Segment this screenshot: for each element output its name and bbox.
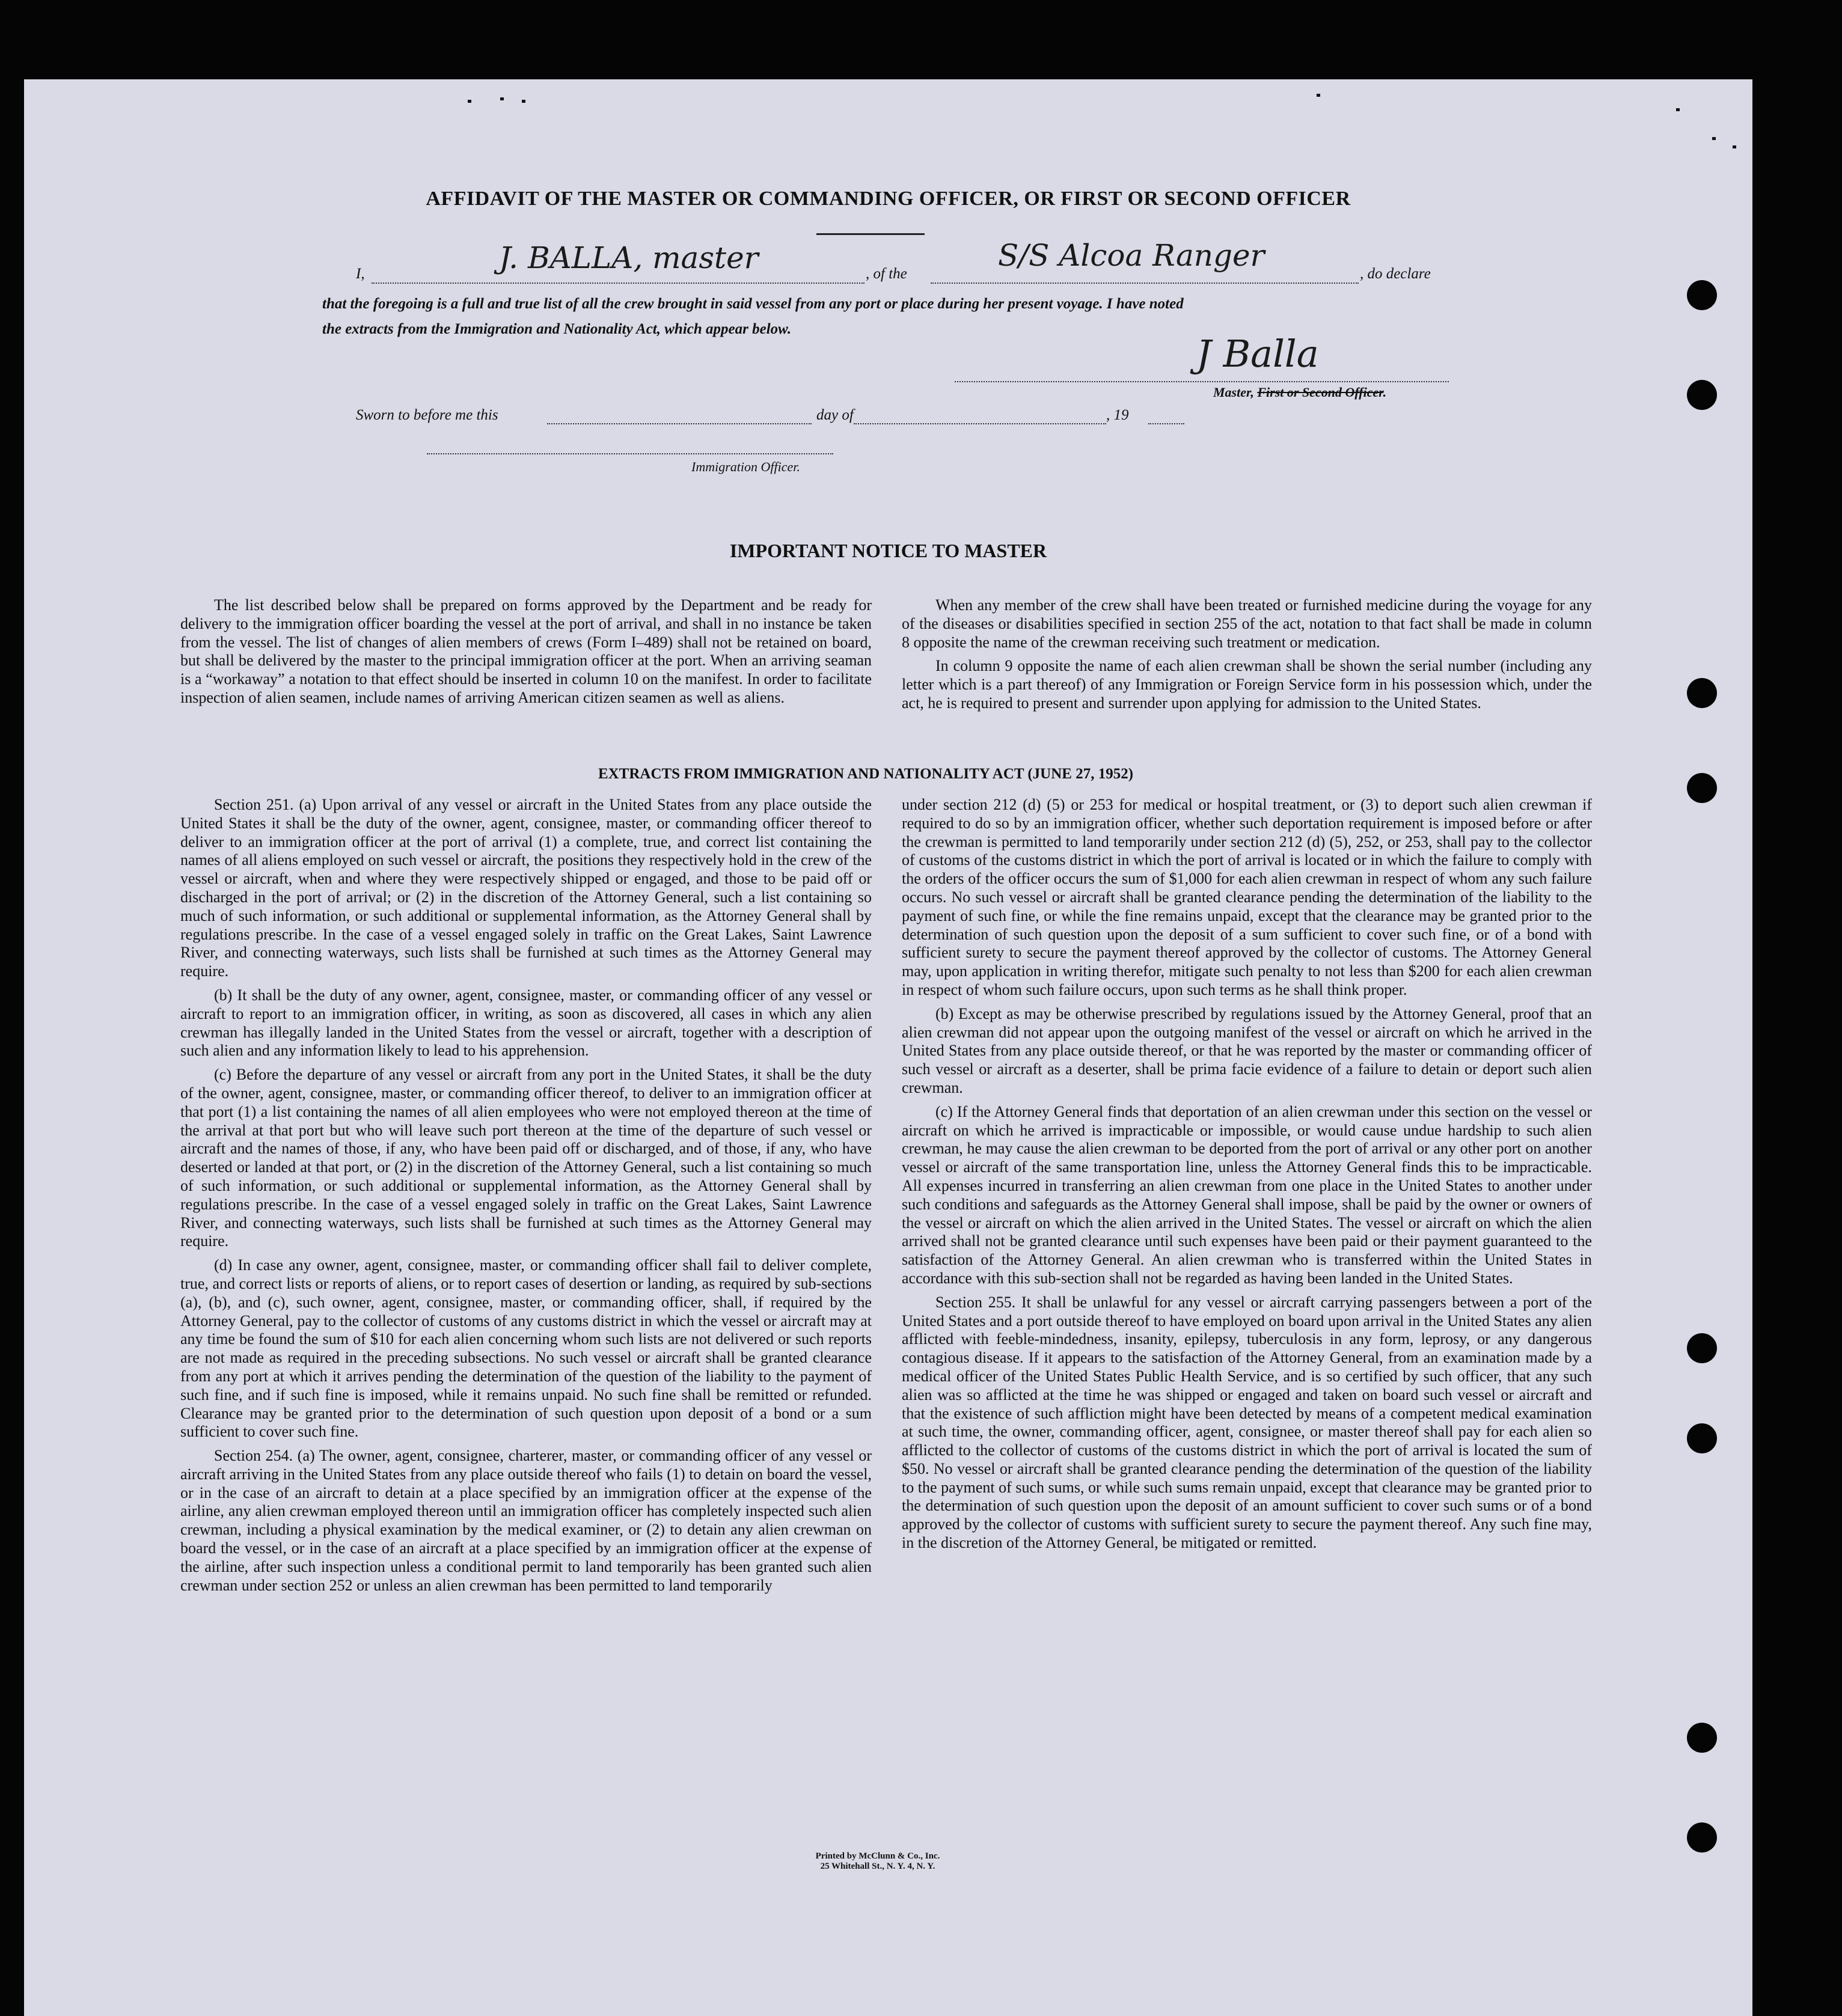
scan-speck bbox=[1712, 137, 1716, 140]
do-declare-label: , do declare bbox=[1360, 266, 1431, 282]
scan-speck bbox=[500, 97, 504, 100]
scan-speck bbox=[1733, 145, 1736, 148]
form-page bbox=[24, 79, 1752, 2016]
scan-speck bbox=[1676, 108, 1680, 111]
punch-hole bbox=[1687, 773, 1717, 803]
printer-line-2: 25 Whitehall St., N. Y. 4, N. Y. bbox=[820, 1862, 935, 1871]
handwritten-master-name: J. BALLA, master bbox=[499, 240, 759, 275]
extracts-heading: EXTRACTS FROM IMMIGRATION AND NATIONALITY ACT (JUNE 27, 1952) bbox=[598, 766, 1134, 782]
immigration-officer-line bbox=[427, 453, 833, 454]
i-label: I, bbox=[356, 266, 365, 282]
punch-hole bbox=[1687, 1822, 1717, 1853]
section-254-a-continued: under section 212 (d) (5) or 253 for medical or hospital treatment, or (3) to deport such alien crewman if required to do so by an immigration officer, whether such deportation requirement is imposed before or after the crewman is permitted to land temporarily under section 212 (d) (5), 252, or 253, shall pay to the collector of customs of the customs district in which the port of arrival is located or in which the failure to comply with the orders of the officer occurs the sum of $1,000 for each alien crewman in respect of whom any such failure occurs. No such vessel or aircraft shall be granted clearance pending the determination of the liability to the payment of such fine, or while the fine remains unpaid, except that the clearance may be granted prior to the determination of such question upon the deposit of a sum sufficient to cover such fine, or of a bond with sufficient surety to secure the payment thereof approved by the collector of customs. The Attorney General may, upon application in writing therefor, mitigate such penalty to not less than $200 for each alien crewman in respect of whom such failure occurs, upon such terms as he shall think proper. bbox=[902, 796, 1592, 998]
section-251-c: (c) Before the departure of any vessel or aircraft from any port in the United States, it shall be the duty of the owner, agent, consignee, master, or commanding officer thereof, to deliver to an immigration officer at that port (1) a list containing the names of all alien employees who were not employed thereon at the time of the arrival at that port but who will leave such port thereon at the time of the departure of such vessel or aircraft and the names of those, if any, who have been paid off or discharged, and of those, if any, who have deserted or landed at that port, or (2) in the discretion of the Attorney General, such a list containing so much of such information, or such additional or supplemental information, as the Attorney General shall by regulations prescribe. In the case of a vessel engaged solely in traffic on the Great Lakes, Saint Lawrence River, and connecting waterways, such lists shall be furnished at such times as the Attorney General may require. bbox=[180, 1066, 872, 1250]
immigration-officer-label: Immigration Officer. bbox=[691, 459, 800, 474]
declaration-line-2: the extracts from the Immigration and Nationality Act, which appear below. bbox=[322, 321, 792, 337]
master-name-line bbox=[372, 283, 864, 284]
sworn-label: Sworn to before me this bbox=[356, 407, 498, 423]
sworn-month-line bbox=[854, 423, 1106, 424]
sworn-year-line bbox=[1148, 423, 1184, 424]
extracts-left-column bbox=[180, 796, 872, 1600]
section-251-d: (d) In case any owner, agent, consignee, master, or commanding officer shall fail to deliver complete, true, and correct lists or reports of aliens, or to report cases of desertion or landing, as required by sub-sections (a), (b), and (c), such owner, agent, consignee, master, or commanding officer, shall, if required by the Attorney General, pay to the collector of customs of any customs district in which the vessel or aircraft may at any time be found the sum of $10 for each alien concerning whom such lists are not delivered or such reports are not made as required in the preceding subsections. No such vessel or aircraft shall be granted clearance from any port at which it arrives pending the determination of the question of the liability to the payment of such fine, and if such fine is imposed, while it remains unpaid. No such fine shall be remitted or refunded. Clearance may be granted prior to the determination of such question upon deposit of a bond or a sum sufficient to cover such fine. bbox=[180, 1256, 872, 1441]
notice-right-paragraph-1: When any member of the crew shall have been treated or furnished medicine during the voyage for any of the diseases or disabilities specified in section 255 of the act, notation to that fact shall be made in column 8 opposite the name of the crewman receiving such treatment or medication. bbox=[902, 596, 1592, 651]
of-the-label: , of the bbox=[866, 266, 907, 282]
day-of-label: day of bbox=[816, 407, 854, 423]
sworn-day-line bbox=[547, 423, 812, 424]
signer-role-end: . bbox=[1383, 385, 1387, 400]
signer-role-struck: First or Second Officer bbox=[1257, 385, 1383, 400]
signer-role bbox=[1213, 385, 1386, 400]
notice-heading: IMPORTANT NOTICE TO MASTER bbox=[729, 540, 1047, 561]
section-254-b: (b) Except as may be otherwise prescribed by regulations issued by the Attorney General, proof that an alien crewman did not appear upon the outgoing manifest of the vessel or aircraft on which he arrived in the United States from any place outside thereof, or that he was reported by the master or commanding officer of such vessel or aircraft as a deserter, shall be prima facie evidence of a failure to detain or deport such alien crewman. bbox=[902, 1004, 1592, 1096]
section-251-a: Section 251. (a) Upon arrival of any vessel or aircraft in the United States from any place outside the United States it shall be the duty of the owner, agent, consignee, master, or commanding officer thereof to deliver to an immigration officer at the port of arrival (1) a complete, true, and correct list containing the names of all aliens employed on such vessel or aircraft, the positions they respectively hold in the crew of the vessel or aircraft, when and where they were respectively shipped or engaged, and those to be paid off or discharged in the port of arrival; or (2) in the discretion of the Attorney General, such a list containing so much of such information, or such additional or supplemental information, as the Attorney General shall by regulations prescribe. In the case of a vessel engaged solely in traffic on the Great Lakes, Saint Lawrence River, and connecting waterways, such lists shall be furnished at such times as the Attorney General may require. bbox=[180, 796, 872, 980]
vessel-name-line bbox=[931, 283, 1359, 284]
signer-role-master: Master, bbox=[1213, 385, 1254, 400]
affidavit-title: AFFIDAVIT OF THE MASTER OR COMMANDING OFFICER, OR FIRST OR SECOND OFFICER bbox=[426, 188, 1351, 210]
title-divider bbox=[816, 233, 925, 235]
declaration-line-1: that the foregoing is a full and true list of all the crew brought in said vessel from any port or place during her present voyage. I have noted bbox=[322, 296, 1184, 312]
year-prefix: , 19 bbox=[1106, 407, 1129, 423]
scan-speck bbox=[468, 100, 471, 103]
notice-right-column bbox=[902, 596, 1592, 718]
punch-hole bbox=[1687, 1333, 1717, 1363]
section-251-b: (b) It shall be the duty of any owner, agent, consignee, master, or commanding officer of any vessel or aircraft to report to an immigration officer, in writing, as soon as discovered, all cases in which any alien crewman has illegally landed in the United States from the vessel or aircraft, together with a description of such alien and any information likely to lead to his apprehension. bbox=[180, 986, 872, 1060]
master-signature: J Balla bbox=[1196, 332, 1319, 376]
punch-hole bbox=[1687, 1423, 1717, 1453]
punch-hole bbox=[1687, 380, 1717, 410]
scan-speck bbox=[522, 100, 525, 103]
signature-line bbox=[955, 381, 1449, 382]
punch-hole bbox=[1687, 1723, 1717, 1753]
notice-right-paragraph-2: In column 9 opposite the name of each alien crewman shall be shown the serial number (including any letter which is a part thereof) of any Immigration or Foreign Service form in his possession which, under the act, he is required to present and surrender upon applying for admission to the United States. bbox=[902, 657, 1592, 712]
punch-hole bbox=[1687, 280, 1717, 310]
printer-line-1: Printed by McClunn & Co., Inc. bbox=[815, 1851, 940, 1861]
extracts-right-column bbox=[902, 796, 1592, 1558]
section-255: Section 255. It shall be unlawful for any vessel or aircraft carrying passengers between a port of the United States and a port outside thereof to have employed on board upon arrival in the United States any alien afflicted with feeble-mindedness, insanity, epilepsy, tuberculosis in any form, leprosy, or any dangerous contagious disease. If it appears to the satisfaction of the Attorney General, from an examination made by a medical officer of the United States Public Health Service, and is so certified by such officer, that any such alien was so afflicted at the time he was shipped or engaged and taken on board such vessel or aircraft and that the existence of such affliction might have been detected by means of a competent medical examination at such time, the owner, commanding officer, agent, consignee, or master thereof shall pay for each alien so afflicted to the collector of customs of the customs district in which the port of arrival is located the sum of $50. No vessel or aircraft shall be granted clearance pending the determination of the question of the liability to the payment of such sums, or while such sums remain unpaid, except that clearance may be granted prior to the determination of such question upon the deposit of an amount sufficient to cover such sums or of a bond approved by the collector of customs with sufficient surety to secure the payment thereof. Any such fine may, in the discretion of the Attorney General, be mitigated or remitted. bbox=[902, 1293, 1592, 1552]
punch-hole bbox=[1687, 678, 1717, 708]
section-254-a: Section 254. (a) The owner, agent, consignee, charterer, master, or commanding officer of any vessel or aircraft arriving in the United States from any place outside thereof who fails (1) to detain on board the vessel, or in the case of an aircraft to detain at a place specified by an immigration officer at the expense of the airline, any alien crewman employed thereon until an immigration officer has completely inspected such alien crewman, including a physical examination by the medical examiner, or (2) to detain any alien crewman on board the vessel, or in the case of an aircraft at a place specified by an immigration officer at the expense of the airline, after such inspection unless a conditional permit to land temporarily has been granted such alien crewman under section 252 or unless an alien crewman has been permitted to land temporarily bbox=[180, 1447, 872, 1594]
printer-imprint bbox=[757, 1851, 998, 1872]
notice-left-paragraph: The list described below shall be prepared on forms approved by the Department and be ready for delivery to the immigration officer boarding the vessel at the port of arrival, and shall in no instance be taken from the vessel. The list of changes of alien members of crews (Form I–489) shall not be retained on board, but shall be delivered by the master to the principal immigration officer at the port. When an arriving seaman is a “workaway” a notation to that effect should be inserted in column 10 on the manifest. In order to facilitate inspection of alien seamen, include names of arriving American citizen seamen as well as aliens. bbox=[180, 596, 872, 706]
section-254-c: (c) If the Attorney General finds that deportation of an alien crewman under this section on the vessel or aircraft on which he arrived is impracticable or impossible, or would cause undue hardship to such alien crewman, he may cause the alien crewman to be deported from the port of arrival or any other port on another vessel or aircraft of the same transportation line, unless the Attorney General finds this to be impracticable. All expenses incurred in transferring an alien crewman from one place in the United States to another under such conditions and safeguards as the Attorney General shall impose, shall be paid by the owner or owners of the vessel or aircraft on which the alien arrived in the United States. The vessel or aircraft on which the alien arrived shall not be granted clearance until such expenses have been paid or their payment guaranteed to the satisfaction of the Attorney General. An alien crewman who is transferred within the United States in accordance with this sub-section shall not be regarded as having been landed in the United States. bbox=[902, 1102, 1592, 1287]
handwritten-vessel-name: S/S Alcoa Ranger bbox=[998, 238, 1265, 273]
scan-speck bbox=[1317, 94, 1320, 97]
notice-left-column bbox=[180, 596, 872, 713]
